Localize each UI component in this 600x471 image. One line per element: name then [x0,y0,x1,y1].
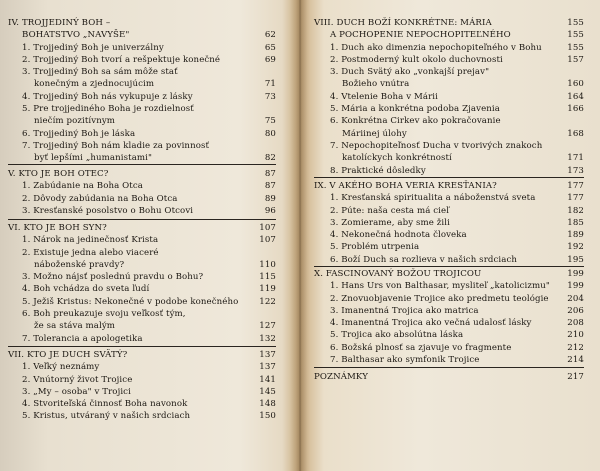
toc-item-text: 2. Vnútorný život Trojice [22,374,133,385]
toc-item [8,103,276,115]
toc-item [314,115,584,127]
toc-item-text: 2. Postmoderný kult okolo duchovnosti [330,54,503,65]
toc-item-text: 6. Boží Duch sa rozlieva v našich srdciach [330,254,518,265]
page-number: 206 [567,305,584,316]
toc-item [314,217,584,229]
toc-item [314,305,584,317]
page-number: 137 [259,362,276,373]
page-number: 65 [264,42,276,53]
toc-item [8,205,276,217]
toc-item-text: 2. Dôvody zabúdania na Boha Otca [22,193,178,204]
section-divider [8,219,276,220]
toc-item-text: 3. Duch Svätý ako „vonkajší prejav" [330,67,490,78]
toc-item-text: 7. Balthasar ako symfonik Trojice [330,355,480,366]
toc-item [314,317,584,329]
toc-item [8,54,276,66]
toc-item [8,91,276,103]
toc-item-text: 1. Zabúdanie na Boha Otca [22,181,143,192]
section-title-text: V. KTO JE BOH OTEC? [8,169,109,179]
page-number: 82 [264,153,276,164]
toc-item-text: konečným a zjednocujúcim [34,79,155,90]
toc-item-text: 1. Duch ako dimenzia nepochopiteľného v Bohu [330,42,542,53]
page-number: 192 [567,242,584,253]
section-title-text: IX. V AKÉHO BOHA VERIA KRESŤANIA? [314,181,497,191]
toc-item-text: 1. Kresťanská spiritualita a náboženstvá sveta [330,193,536,204]
toc-item-text: 5. Ježiš Kristus: Nekonečné v podobe konečného [22,296,239,307]
toc-item [314,192,584,204]
toc-item [314,103,584,115]
page-number: 87 [264,181,276,192]
toc-item-text: Máriinej úlohy [342,128,407,139]
page-number: 73 [264,91,276,102]
section-notes [314,371,584,383]
section-divider [314,367,584,368]
toc-item [314,280,584,292]
section-title [314,268,584,280]
section-vii [8,349,276,423]
section-ix [314,180,584,266]
toc-item-continued [8,152,276,164]
toc-item [8,66,276,78]
toc-item [314,254,584,266]
right-page [300,0,600,471]
toc-item-text: 7. Tolerancia a apologetika [22,333,143,344]
page-number: 145 [259,386,276,397]
page-number: 173 [567,165,584,176]
section-title [314,17,584,29]
toc-item-continued [8,115,276,127]
toc-item-text: 2. Existuje jedna alebo viaceré [22,247,159,258]
section-divider [314,266,584,267]
section-title-text: IV. TROJJEDINÝ BOH – [8,18,111,28]
page-number: 107 [259,223,276,233]
toc-item [8,410,276,422]
section-title [8,222,276,234]
section-vi [8,222,276,345]
toc-item [8,361,276,373]
page-number: 141 [259,374,276,385]
toc-item-continued [314,152,584,164]
section-divider [8,164,276,165]
page-number: 214 [567,355,584,366]
toc-item-continued [314,128,584,140]
page-number: 160 [567,79,584,90]
toc-item [8,180,276,192]
toc-item-text: 3. Trojjediný Boh sa sám môže stať [22,67,178,78]
page-number: 199 [567,281,584,292]
toc-item [8,283,276,295]
toc-item-text: katolíckych konkrétností [342,153,452,164]
toc-item-text: 7. Nepochopiteľnosť Ducha v tvorivých znakoch [330,140,543,151]
toc-item [314,229,584,241]
page-number: 148 [259,399,276,410]
page-number: 177 [567,193,584,204]
page-number: 210 [567,330,584,341]
page-number: 164 [567,91,584,102]
toc-item-text: 4. Boh vchádza do sveta ľudí [22,284,150,295]
section-title [8,168,276,180]
toc-item-continued [8,259,276,271]
page-number: 157 [567,54,584,65]
page-number: 195 [567,254,584,265]
section-title [8,29,276,41]
toc-item-text: 5. Pre trojjediného Boha je rozdielnosť [22,104,194,115]
section-title [8,349,276,361]
page-number: 119 [259,284,276,295]
toc-item [8,271,276,283]
toc-item [314,293,584,305]
toc-item-text: 4. Imanentná Trojica ako večná udalosť lásky [330,318,532,329]
section-v [8,168,276,217]
toc-item [8,42,276,54]
page-number: 155 [567,30,584,41]
page-number: 89 [264,193,276,204]
page-number: 122 [259,296,276,307]
page-number: 155 [567,42,584,53]
page-number: 71 [264,79,276,90]
toc-item [314,42,584,54]
page-number: 69 [264,54,276,65]
toc-item-text: 2. Znovuobjavenie Trojice ako predmetu teológie [330,293,549,304]
toc-item [8,386,276,398]
toc-item-text: 5. Kristus, utváraný v našich srdciach [22,411,191,422]
page-number: 80 [264,128,276,139]
page-number: 168 [567,128,584,139]
section-viii [314,17,584,177]
page-number: 75 [264,116,276,127]
toc-item [8,140,276,152]
toc-item [314,329,584,341]
toc-item [314,241,584,253]
section-title [8,17,276,29]
section-divider [314,177,584,178]
page-number: 204 [567,293,584,304]
toc-item [8,333,276,345]
toc-item-text: 4. Trojjediný Boh nás vykupuje z lásky [22,91,193,102]
section-title-text: X. FASCINOVANÝ BOŽOU TROJICOU [314,269,482,279]
toc-item-text: 1. Nárok na jedinečnosť Krista [22,235,159,246]
toc-item [314,354,584,366]
toc-item [314,342,584,354]
section-title [314,29,584,41]
toc-item-text: 1. Trojjediný Boh je univerzálny [22,42,164,53]
toc-item [8,128,276,140]
page-number: 177 [567,181,584,191]
toc-item-text: 8. Praktické dôsledky [330,165,426,176]
toc-item-text: niečím pozitívnym [34,116,116,127]
section-title-text: VIII. DUCH BOŽÍ KONKRÉTNE: MÁRIA [314,18,492,28]
page-number: 155 [567,18,584,28]
toc-item-text: Božieho vnútra [342,79,410,90]
toc-item-text: 6. Konkrétna Cirkev ako pokračovanie [330,116,501,127]
left-page [0,0,299,471]
toc-item-continued [314,78,584,90]
toc-item [314,165,584,177]
page-number: 107 [259,235,276,246]
page-number: 212 [567,342,584,353]
page-number: 62 [264,30,276,41]
toc-item [8,374,276,386]
page-number: 199 [567,269,584,279]
toc-item-text: 5. Mária a konkrétna podoba Zjavenia [330,104,500,115]
toc-item-text: 5. Trojica ako absolútna láska [330,330,464,341]
page-number: 127 [259,321,276,332]
page-number: 96 [264,205,276,216]
page-number: 87 [264,169,276,179]
page-number: 189 [567,230,584,241]
page-number: 115 [259,272,276,283]
toc-item-text: 3. Zomierame, aby sme žili [330,217,450,228]
toc-item-text: 3. Kresťanské posolstvo o Bohu Otcovi [22,205,194,216]
page-number: 217 [567,372,584,382]
toc-item-text: 6. Božská plnosť sa zjavuje vo fragmente [330,342,512,353]
section-x [314,268,584,366]
section-title-text: BOHATSTVO „NAVYŠE" [22,30,130,41]
toc-item-text: 6. Trojjediný Boh je láska [22,128,136,139]
toc-item [8,308,276,320]
page-number: 185 [567,217,584,228]
page-number: 150 [259,411,276,422]
toc-item-text: 7. Trojjediný Boh nám kladie za povinnosť [22,140,210,151]
page-number: 171 [567,153,584,164]
page-number: 132 [259,333,276,344]
page-number: 166 [567,104,584,115]
toc-item-text: 1. Hans Urs von Balthasar, mysliteľ „katolicizmu" [330,281,550,292]
section-divider [8,346,276,347]
section-title [314,180,584,192]
toc-item-text: 4. Nekonečná hodnota človeka [330,230,467,241]
toc-item-text: 6. Boh preukazuje svoju veľkosť tým, [22,309,186,320]
toc-item [8,296,276,308]
toc-item-text: 3. Imanentná Trojica ako matrica [330,305,479,316]
toc-item-continued [8,78,276,90]
toc-item [8,234,276,246]
toc-item-text: 2. Trojjediný Boh tvorí a rešpektuje konečné [22,54,221,65]
toc-item [8,193,276,205]
toc-item-text: 1. Veľký neznámy [22,362,100,373]
toc-item-text: náboženské pravdy? [34,259,125,270]
toc-item-text: 4. Stvoriteľská činnosť Boha navonok [22,399,188,410]
toc-item-continued [8,320,276,332]
toc-item [314,91,584,103]
section-title [314,371,584,383]
toc-item-text: 2. Púte: naša cesta má cieľ [330,205,450,216]
section-title-text: POZNÁMKY [314,372,368,382]
toc-item-text: 4. Vtelenie Boha v Márii [330,91,439,102]
page-number: 137 [259,350,276,360]
page-number: 208 [567,318,584,329]
toc-item [314,66,584,78]
toc-item-text: že sa stáva malým [34,321,116,332]
toc-item [8,398,276,410]
toc-item [314,54,584,66]
toc-item-text: byť lepšími „humanistami" [34,153,153,164]
section-iv [8,17,276,165]
section-title-text: A POCHOPENIE NEPOCHOPITEĽNÉHO [330,30,511,41]
toc-item [314,205,584,217]
section-title-text: VII. KTO JE DUCH SVÄTÝ? [8,350,128,360]
page-number: 182 [567,205,584,216]
toc-item-text: 3. Možno nájsť poslednú pravdu o Bohu? [22,272,204,283]
section-title-text: VI. KTO JE BOH SYN? [8,223,107,233]
toc-item-text: 3. „My – osoba" v Trojici [22,386,131,397]
toc-item [314,140,584,152]
toc-item-text: 5. Problém utrpenia [330,242,420,253]
page-number: 110 [259,259,276,270]
toc-item [8,247,276,259]
